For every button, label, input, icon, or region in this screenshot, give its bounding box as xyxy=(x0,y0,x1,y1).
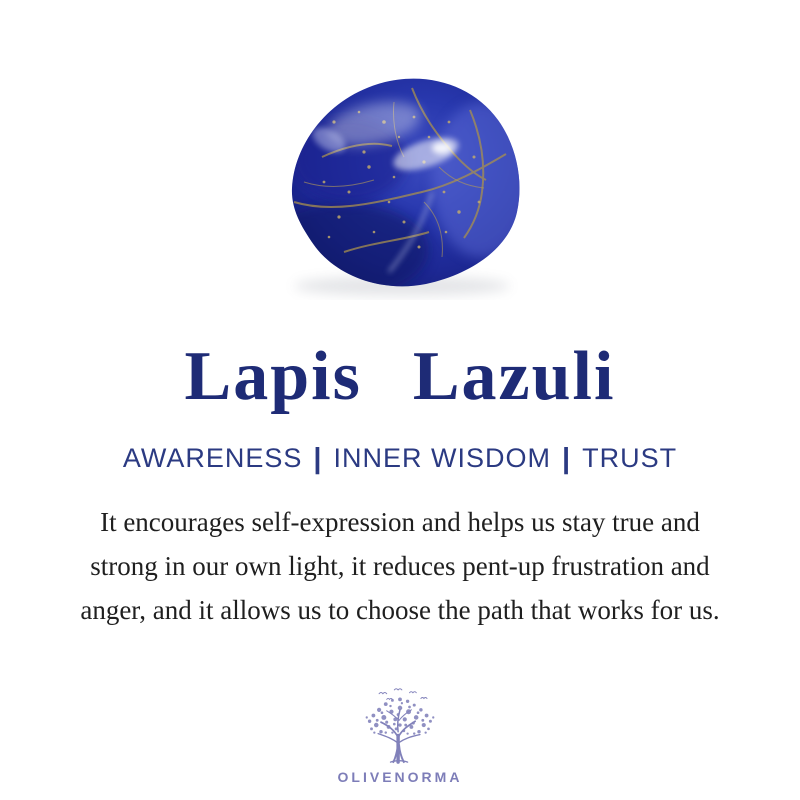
description-line: It encourages self-expression and helps us stay true and xyxy=(100,507,700,537)
keywords-row xyxy=(123,442,677,475)
description-line: anger, and it allows us to choose the path that works for us. xyxy=(80,595,720,625)
separator-pipe: | xyxy=(313,443,323,475)
lapis-lazuli-stone-image xyxy=(274,62,526,300)
keyword-trust: TRUST xyxy=(582,443,678,473)
lapis-lazuli-stone-photo xyxy=(274,62,526,300)
brand-name: OLIVENORMA xyxy=(337,769,463,785)
keyword-inner-wisdom: INNER WISDOM xyxy=(333,443,552,473)
separator-pipe: | xyxy=(562,443,572,475)
description-line: strong in our own light, it reduces pent-up frustration and xyxy=(90,551,710,581)
description-text xyxy=(80,500,719,632)
keyword-awareness: AWARENESS xyxy=(122,443,303,473)
brand-block xyxy=(338,688,463,785)
olive-tree-logo-icon xyxy=(352,688,448,764)
page-title: Lapis Lazuli xyxy=(184,338,616,415)
